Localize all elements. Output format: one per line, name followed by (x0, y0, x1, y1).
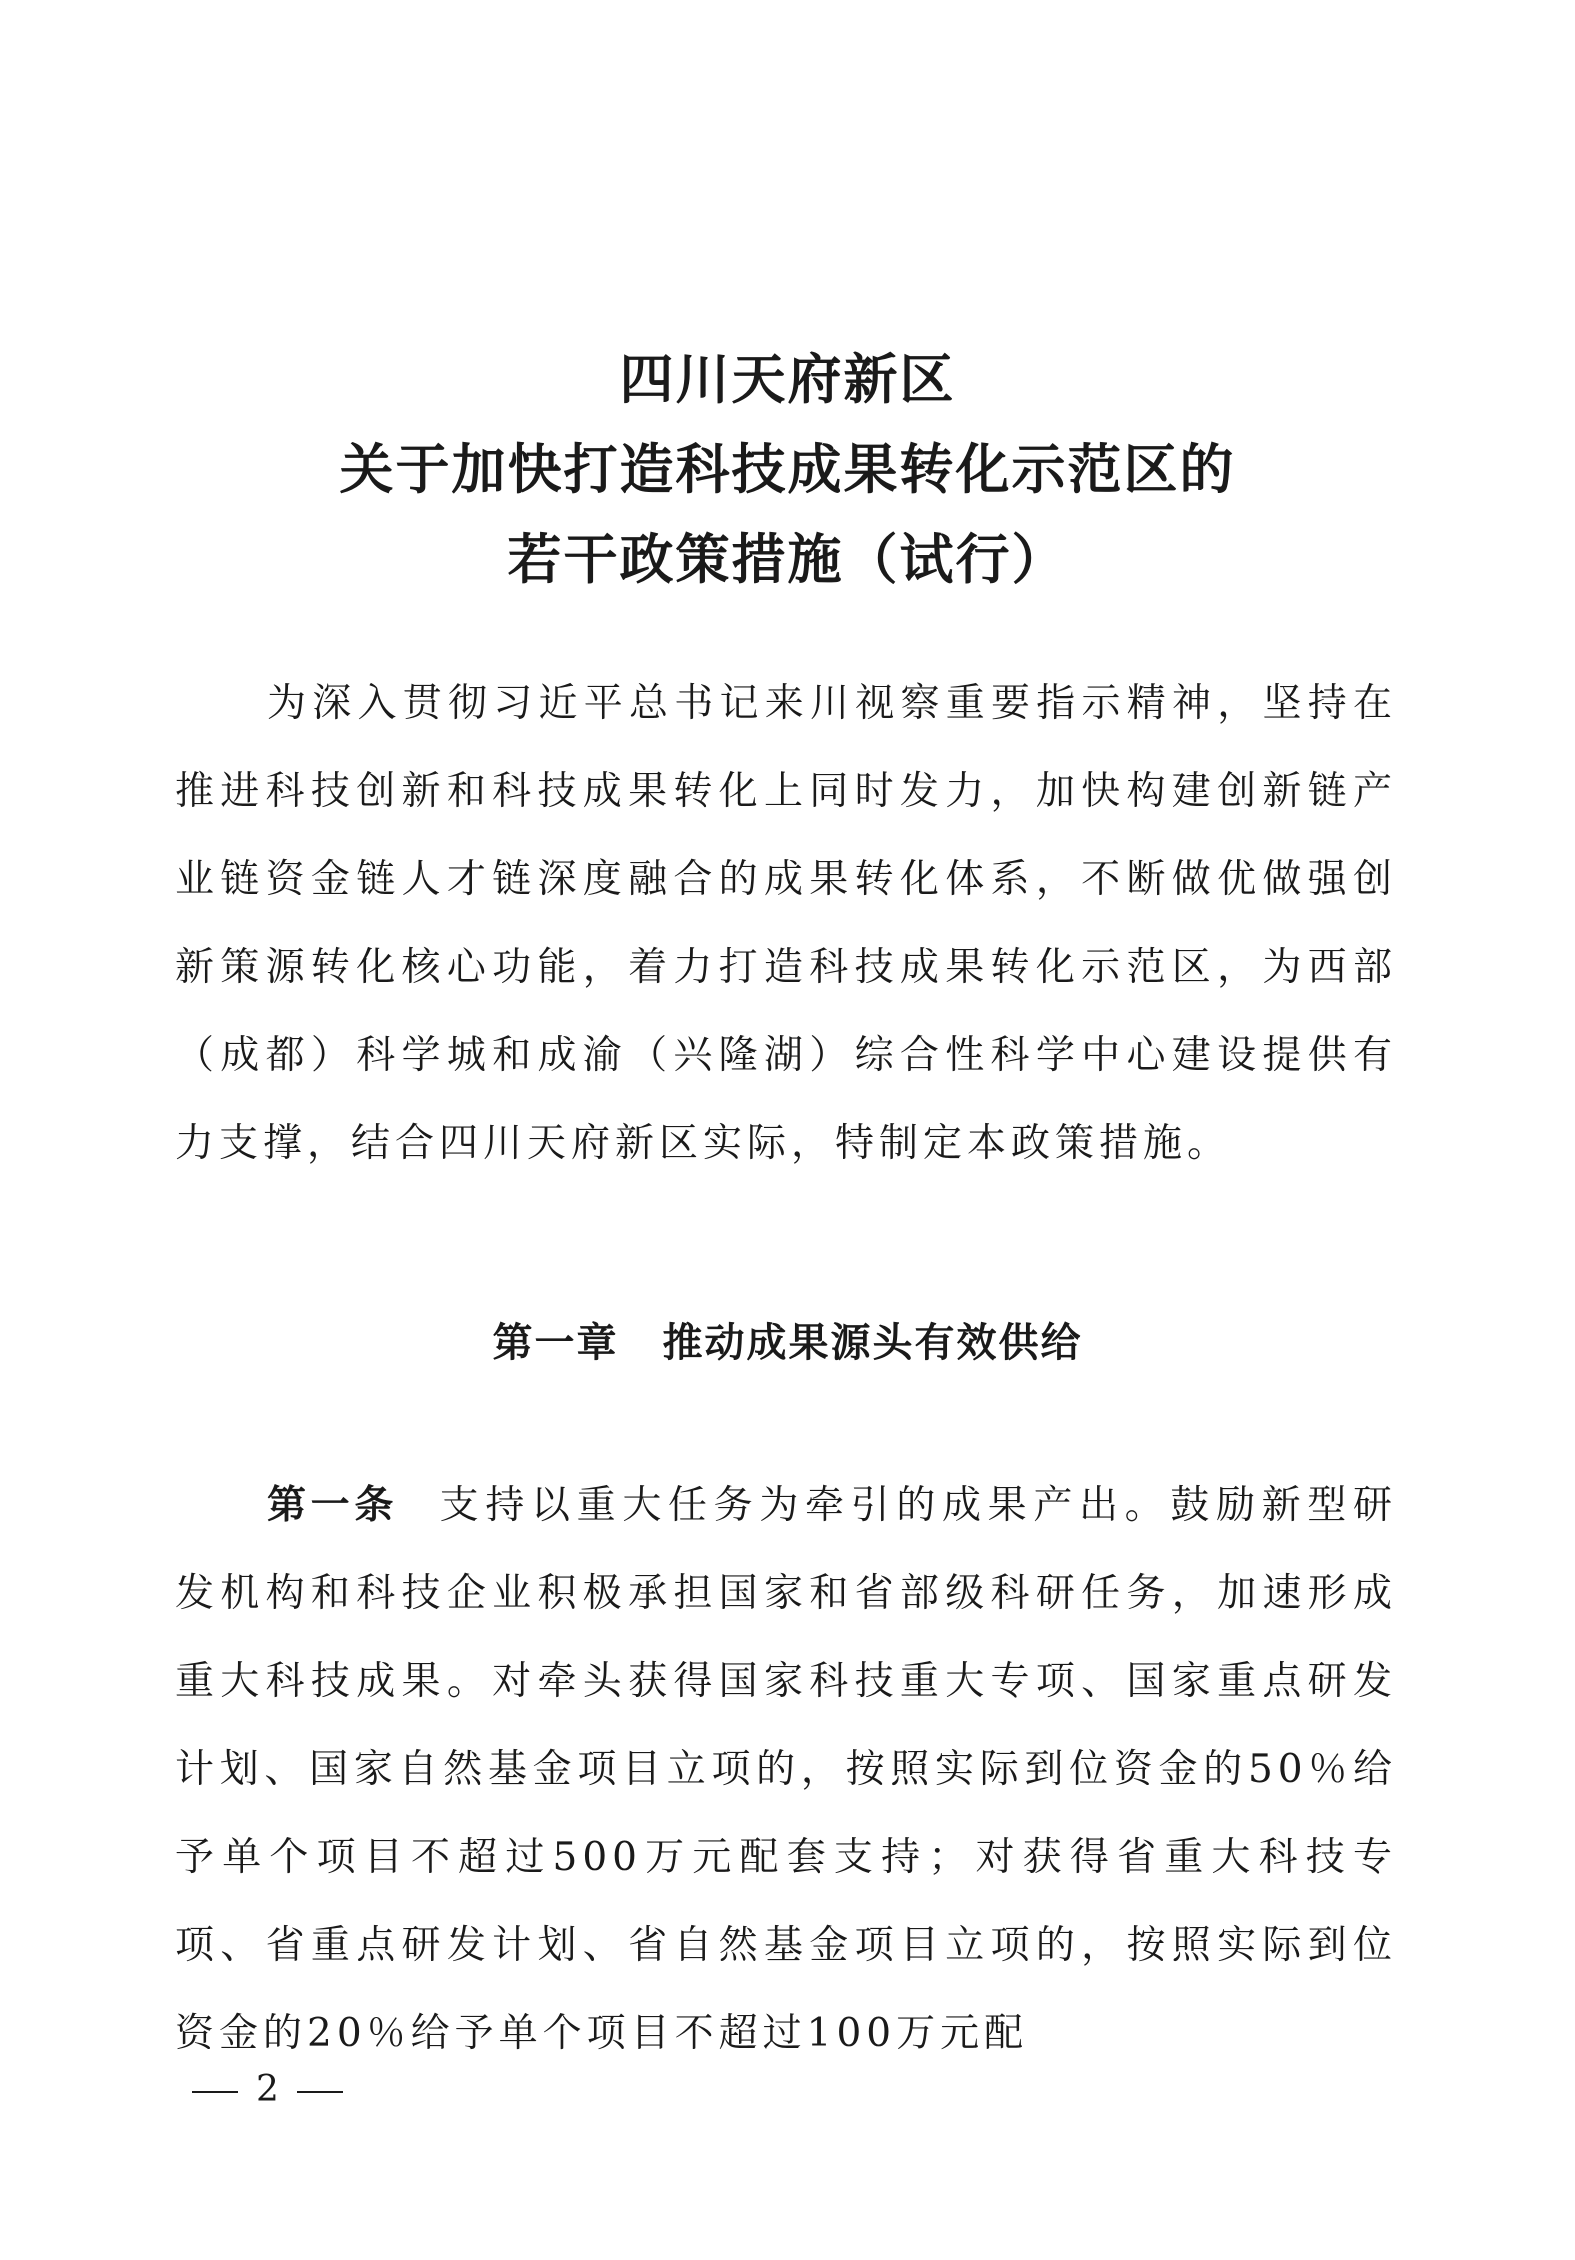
chapter-heading (0, 1303, 1575, 1383)
article-paragraph (175, 1462, 1397, 2078)
footer-dash-right (297, 2091, 343, 2093)
title-line-2: 关于加快打造科技成果转化示范区的 (339, 438, 1236, 501)
page-footer (192, 2065, 343, 2115)
page-number: 2 (256, 2069, 279, 2110)
article-text: 支持以重大任务为牵引的成果产出。鼓励新型研发机构和科技企业积极承担国家和省部级科研任务，加速形成重大科技成果。对牵头获得国家科技重大专项、国家重点研发计划、国家自然基金项目立项的，按照实际到位资金的50％给予单个项目不超过500万元配套支持；对获得省重大科技专项、省重点研发计划、省自然基金项目立项的，按照实际到位资金的20％给予单个项目不超过100万元配 (175, 1483, 1397, 2056)
chapter-title: 推动成果源头有效供给 (662, 1320, 1083, 1366)
title-line-3: 若干政策措施（试行） (507, 528, 1068, 591)
footer-dash-left (192, 2091, 238, 2093)
document-title (0, 335, 1575, 605)
title-line-1: 四川天府新区 (619, 348, 956, 411)
intro-paragraph: 为深入贯彻习近平总书记来川视察重要指示精神，坚持在推进科技创新和科技成果转化上同时发力，加快构建创新链产业链资金链人才链深度融合的成果转化体系，不断做优做强创新策源转化核心功能，着力打造科技成果转化示范区，为西部（成都）科学城和成渝（兴隆湖）综合性科学中心建设提供有力支撑，结合四川天府新区实际，特制定本政策措施。 (175, 681, 1397, 1166)
article-label: 第一条 (267, 1483, 398, 1528)
chapter-number: 第一章 (492, 1320, 619, 1366)
